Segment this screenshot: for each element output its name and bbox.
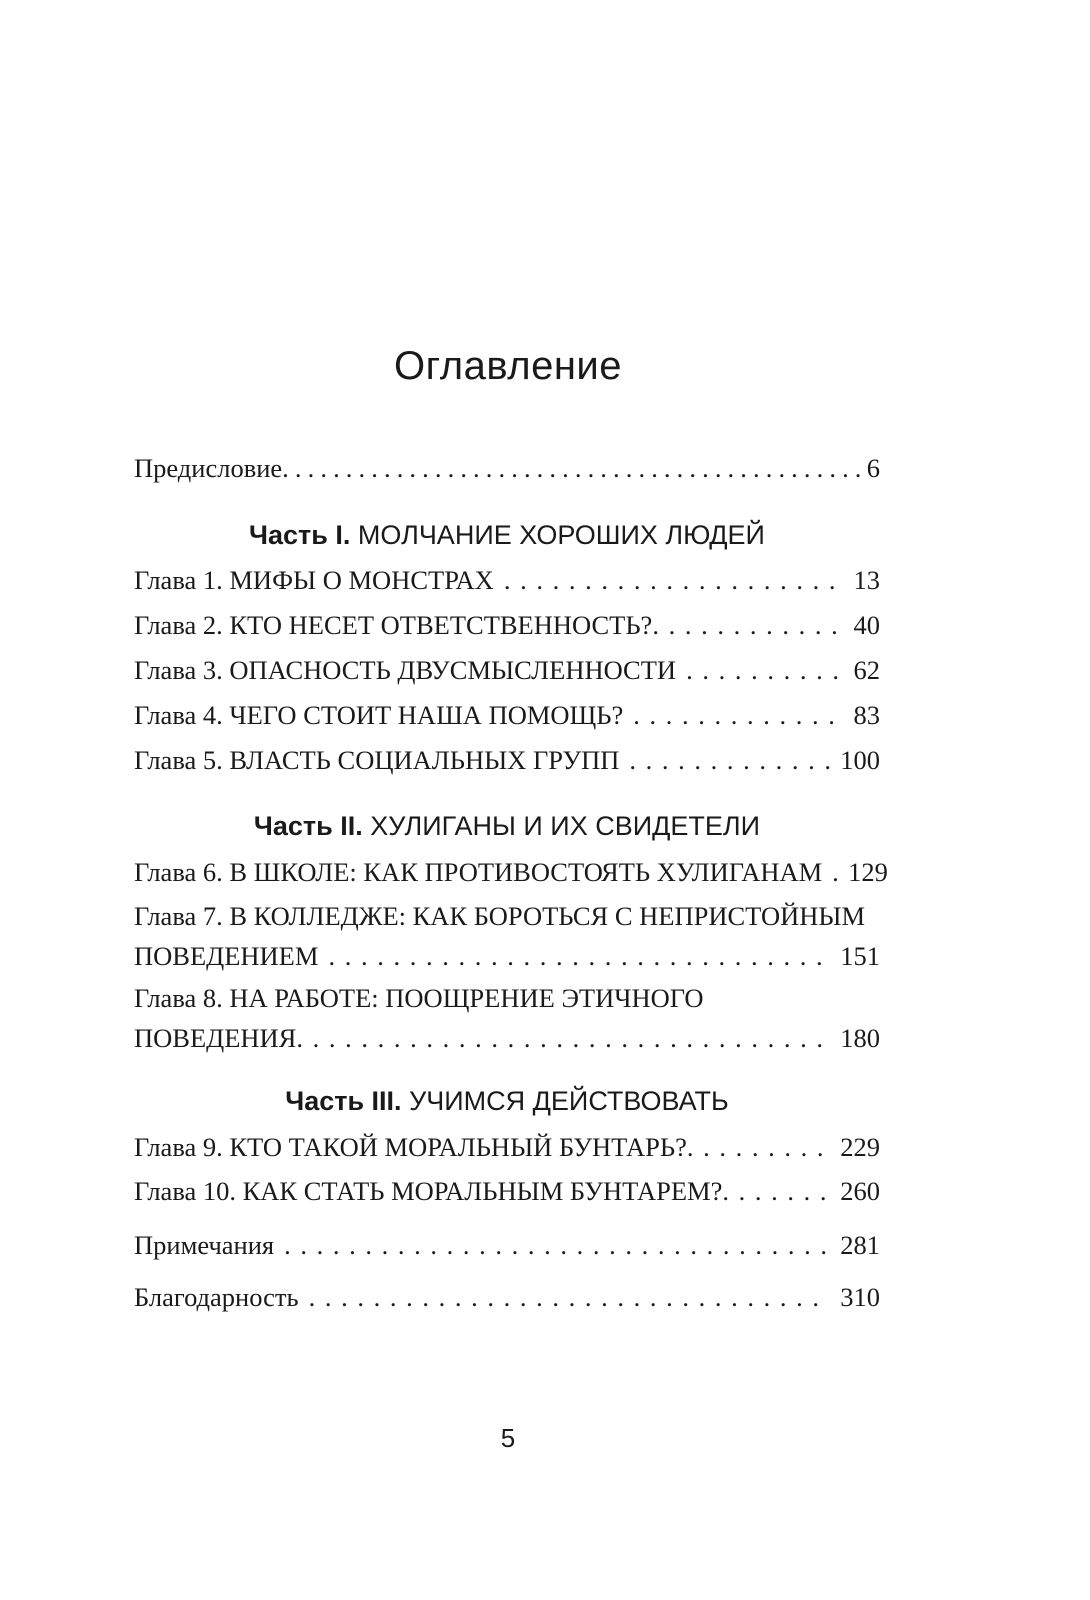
toc-entry-page: 229 [840,1132,880,1162]
toc-entry-label-line1: Глава 8. НА РАБОТЕ: ПООЩРЕНИЕ ЭТИЧНОГО [134,983,704,1013]
dot-leader [284,1225,830,1265]
toc-entry-label: Глава 6. В ШКОЛЕ: КАК ПРОТИВОСТОЯТЬ ХУЛИГАНАМ [134,857,823,887]
dot-leader [296,1018,830,1058]
toc-entry-label-line1: Глава 7. В КОЛЛЕДЖЕ: КАК БОРОТЬСЯ С НЕПРИСТОЙНЫМ [134,901,866,931]
toc-entry-chapter-8[interactable] [134,978,880,1058]
toc-entry-page: 6 [866,453,880,483]
dot-leader [282,448,867,488]
toc-entry-page: 260 [840,1176,880,1206]
toc-entry-label: Глава 9. КТО ТАКОЙ МОРАЛЬНЫЙ БУНТАРЬ? [134,1132,687,1162]
dot-leader [687,1127,830,1167]
toc-entry-page: 310 [840,1282,880,1312]
dot-leader [328,936,830,976]
toc-entry-chapter-3[interactable] [134,650,880,690]
toc-entry-page: 180 [840,1023,880,1053]
toc-entry-notes[interactable] [134,1225,880,1265]
toc-entry-chapter-5[interactable] [134,740,880,780]
toc-entry-label: Благодарность [134,1282,299,1312]
dot-leader [686,650,843,690]
toc-entry-page: 62 [853,655,880,685]
part-heading-1 [134,515,880,555]
dot-leader [722,1171,830,1211]
toc-entry-chapter-2[interactable] [134,605,880,645]
toc-entry-label: Примечания [134,1230,275,1260]
part-number: Часть I. [249,520,351,550]
toc-entry-label: Глава 10. КАК СТАТЬ МОРАЛЬНЫМ БУНТАРЕМ? [134,1176,723,1206]
toc-entry-label: Глава 1. МИФЫ О МОНСТРАХ [134,565,494,595]
toc-entry-chapter-10[interactable] [134,1171,880,1211]
toc-entry-label: Глава 3. ОПАСНОСТЬ ДВУСМЫСЛЕННОСТИ [134,655,677,685]
part-title: МОЛЧАНИЕ ХОРОШИХ ЛЮДЕЙ [357,520,765,550]
part-title: ХУЛИГАНЫ И ИХ СВИДЕТЕЛИ [370,811,761,841]
toc-entry-page: 100 [840,745,880,775]
dot-leader [309,1277,831,1317]
toc-entry-chapter-1[interactable] [134,560,880,600]
part-title: УЧИМСЯ ДЕЙСТВОВАТЬ [409,1086,729,1116]
dot-leader [504,560,844,600]
toc-entry-chapter-6[interactable] [134,852,888,892]
toc-entry-page: 129 [848,857,888,887]
dot-leader [633,695,843,735]
toc-entry-chapter-9[interactable] [134,1127,880,1167]
toc-entry-page: 83 [853,700,880,730]
page-title: Оглавление [393,344,622,388]
toc-entry-page: 151 [840,941,880,971]
part-heading-2 [134,806,880,846]
part-number: Часть III. [285,1086,402,1116]
part-number: Часть II. [253,811,363,841]
toc-entry-label: Предисловие [134,453,283,483]
toc-entry-label-line2: ПОВЕДЕНИЯ [134,1023,297,1053]
toc-entry-acknowledgements[interactable] [134,1277,880,1317]
toc-entry-preface[interactable] [134,448,880,488]
part-heading-3 [134,1081,880,1121]
dot-leader [629,740,830,780]
toc-entry-label-line2: ПОВЕДЕНИЕМ [134,941,319,971]
page-number: 5 [500,1423,516,1453]
toc-entry-page: 281 [840,1230,880,1260]
toc-entry-chapter-7[interactable] [134,896,880,976]
toc-entry-label: Глава 5. ВЛАСТЬ СОЦИАЛЬНЫХ ГРУПП [134,745,620,775]
toc-entry-label: Глава 4. ЧЕГО СТОИТ НАША ПОМОЩЬ? [134,700,624,730]
toc-entry-page: 13 [853,565,880,595]
toc-entry-chapter-4[interactable] [134,695,880,735]
toc-entry-label: Глава 2. КТО НЕСЕТ ОТВЕТСТВЕННОСТЬ? [134,610,653,640]
toc-entry-page: 40 [853,610,880,640]
dot-leader [652,605,843,645]
